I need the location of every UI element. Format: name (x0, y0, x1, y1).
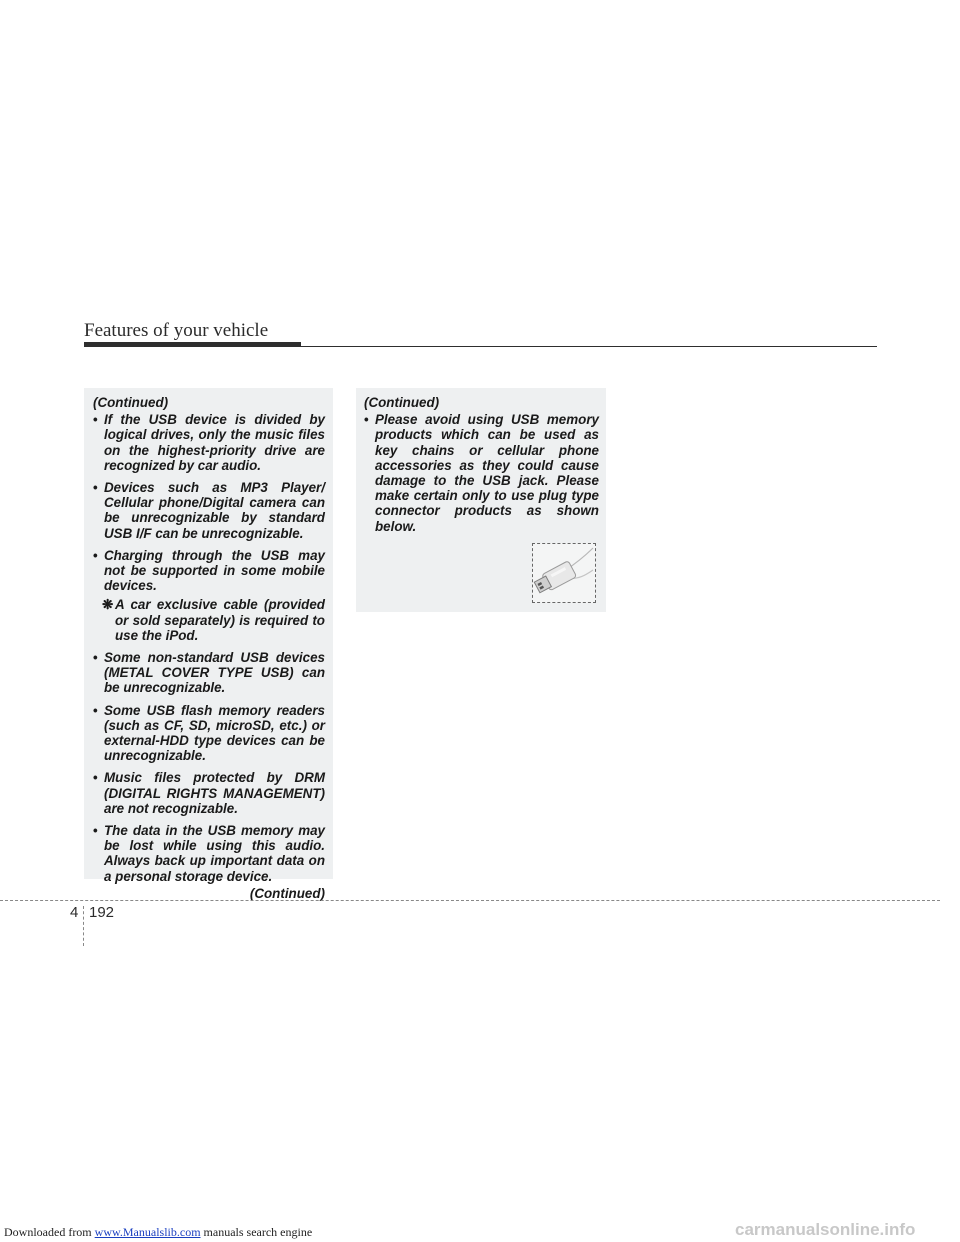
page-number: 192 (89, 904, 115, 921)
continued-label-bottom: (Continued) (249, 885, 325, 901)
bullet-list-2 (93, 650, 325, 884)
header-thick-rule (84, 342, 301, 347)
caution-box-left (84, 388, 333, 901)
continued-label-top: (Continued) (364, 395, 440, 410)
download-notice (4, 1225, 312, 1240)
list-item: • Some USB flash memory readers (such as CF, SD, microSD, etc.) or external-HDD type devices can be unrecognizable. (93, 703, 325, 764)
caution-box-right (356, 388, 606, 612)
usb-stick-icon (533, 544, 595, 602)
footer-vertical-rule (83, 906, 84, 946)
bullet-list (93, 412, 325, 593)
footer-dashed-rule (0, 900, 940, 901)
list-item: • Charging through the USB may not be supported in some mobile devices. (93, 548, 325, 594)
bullet-list (364, 412, 599, 534)
note-text: A car exclusive cable (provided or sold separately) is required to use the iPod. (115, 597, 325, 643)
note-asterisk-icon: ❋ (102, 597, 114, 613)
list-item: • Music files protected by DRM (DIGITAL RIGHTS MANAGEMENT) are not recognizable. (93, 770, 325, 816)
usb-image-frame (532, 543, 596, 603)
chapter-number: 4 (70, 904, 79, 921)
list-item: • Devices such as MP3 Player/ Cellular phone/Digital camera can be unrecognizable by standard USB I/F can be unrecognizable. (93, 480, 325, 541)
ipod-cable-note (93, 597, 325, 643)
watermark-text: carmanualsonline.info (735, 1220, 916, 1239)
page-header-title: Features of your vehicle (84, 320, 269, 341)
continued-label-top: (Continued) (93, 395, 169, 410)
download-suffix: manuals search engine (200, 1225, 313, 1239)
list-item: • If the USB device is divided by logical drives, only the music files on the highest-priority drive are recognized by car audio. (93, 412, 325, 473)
list-item: • Some non-standard USB devices (METAL COVER TYPE USB) can be unrecognizable. (93, 650, 325, 696)
list-item: • Please avoid using USB memory products which can be used as key chains or cellular phone accessories as they could cause damage to the USB jack. Please make certain only to use plug type connector products as shown below. (364, 412, 599, 534)
download-prefix: Downloaded from (4, 1225, 95, 1239)
list-item: • The data in the USB memory may be lost while using this audio. Always back up important data on a personal storage device. (93, 823, 325, 884)
manualslib-link[interactable]: www.Manualslib.com (94, 1225, 201, 1239)
header-thin-rule (301, 346, 877, 347)
